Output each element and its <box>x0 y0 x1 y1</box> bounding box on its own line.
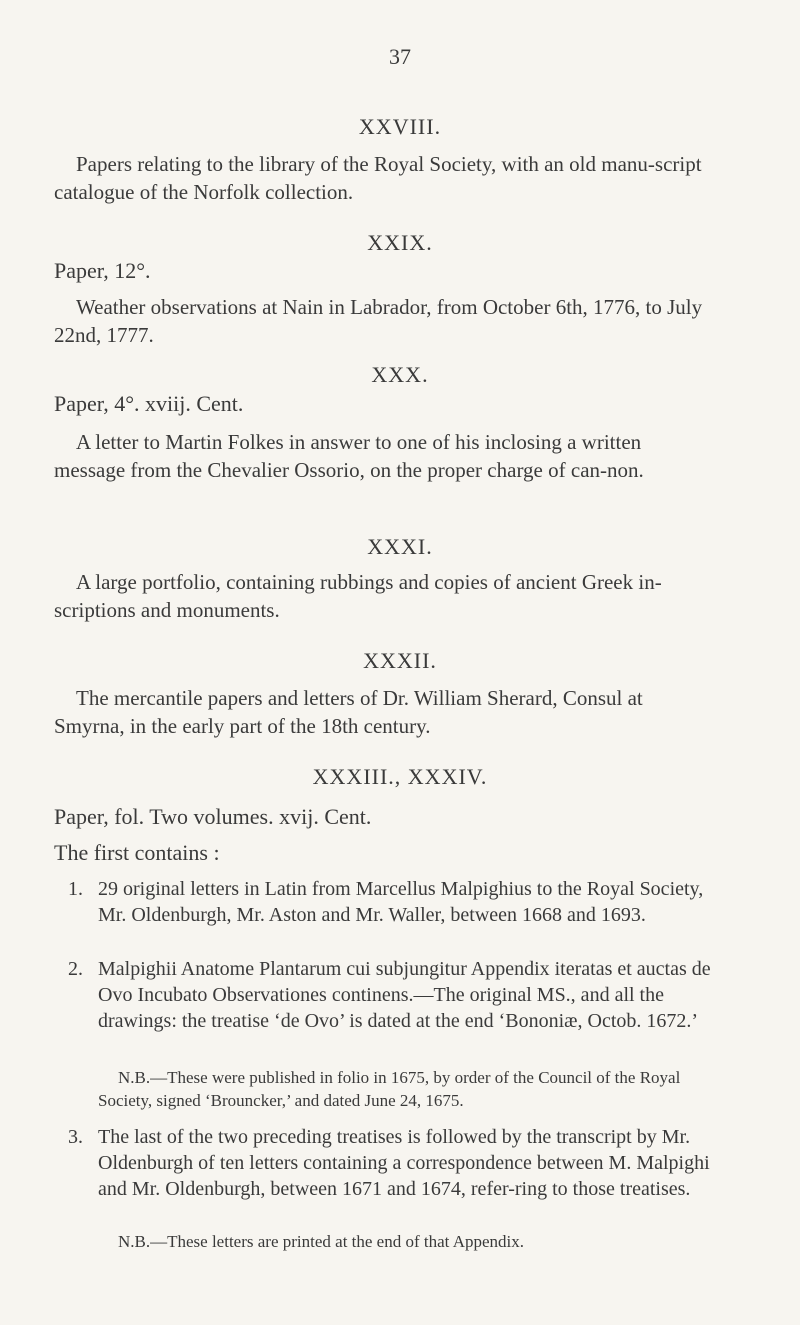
section-heading: XXX. <box>371 362 429 387</box>
section-heading: XXIX. <box>367 230 433 255</box>
section-heading: XXXIII., XXXIV. <box>312 764 488 789</box>
page-number: 37 <box>389 44 411 69</box>
shelfmark: Paper, 4°. xviij. Cent. <box>54 391 244 416</box>
item-text: The last of the two preceding treatises is followed by the transcript by Mr. Oldenburgh of ten letters containing a correspondence between M. Malpighi and Mr. Oldenburgh, between 1671 and 1674, refer-ring to those treatises. <box>98 1126 710 1200</box>
section-heading: XXXII. <box>363 648 437 673</box>
item-text: Malpighii Anatome Plantarum cui subjungitur Appendix iteratas et auctas de Ovo Incubato Observationes continens.—The original MS., and all the drawings: the treatise ‘de Ovo’ is dated at the end ‘Bononiæ, Octob. 1672.’ <box>98 958 711 1032</box>
item-text: 29 original letters in Latin from Marcellus Malpighius to the Royal Society, Mr. Oldenburgh, Mr. Aston and Mr. Waller, between 1668 and 1693. <box>98 878 704 926</box>
list-item <box>68 956 728 1034</box>
section-text: The mercantile papers and letters of Dr. William Sherard, Consul at Smyrna, in the early part of the 18th century. <box>54 686 643 738</box>
section-text: Papers relating to the library of the Royal Society, with an old manu-script catalogue of the Norfolk collection. <box>54 152 702 204</box>
section-heading: XXVIII. <box>358 114 442 139</box>
intro-text: The first contains : <box>54 840 220 865</box>
item-number: 1. <box>68 878 83 900</box>
item-number: 2. <box>68 958 83 980</box>
item-number: 3. <box>68 1126 83 1148</box>
item-note: N.B.—These letters are printed at the end of that Appendix. <box>118 1232 524 1251</box>
shelfmark: Paper, 12°. <box>54 258 151 283</box>
item-note: N.B.—These were published in folio in 1675, by order of the Council of the Royal Society, signed ‘Brouncker,’ and dated June 24, 1675. <box>98 1068 681 1110</box>
section-text: Weather observations at Nain in Labrador, from October 6th, 1776, to July 22nd, 1777. <box>54 295 703 347</box>
section-text: A large portfolio, containing rubbings and copies of ancient Greek in-scriptions and monuments. <box>54 570 662 622</box>
section-heading: XXXI. <box>367 534 433 559</box>
section-text: A letter to Martin Folkes in answer to one of his inclosing a written message from the Chevalier Ossorio, on the proper charge of can-non. <box>54 430 644 482</box>
list-item <box>68 1124 728 1202</box>
list-item <box>68 876 728 928</box>
shelfmark: Paper, fol. Two volumes. xvij. Cent. <box>54 804 372 829</box>
